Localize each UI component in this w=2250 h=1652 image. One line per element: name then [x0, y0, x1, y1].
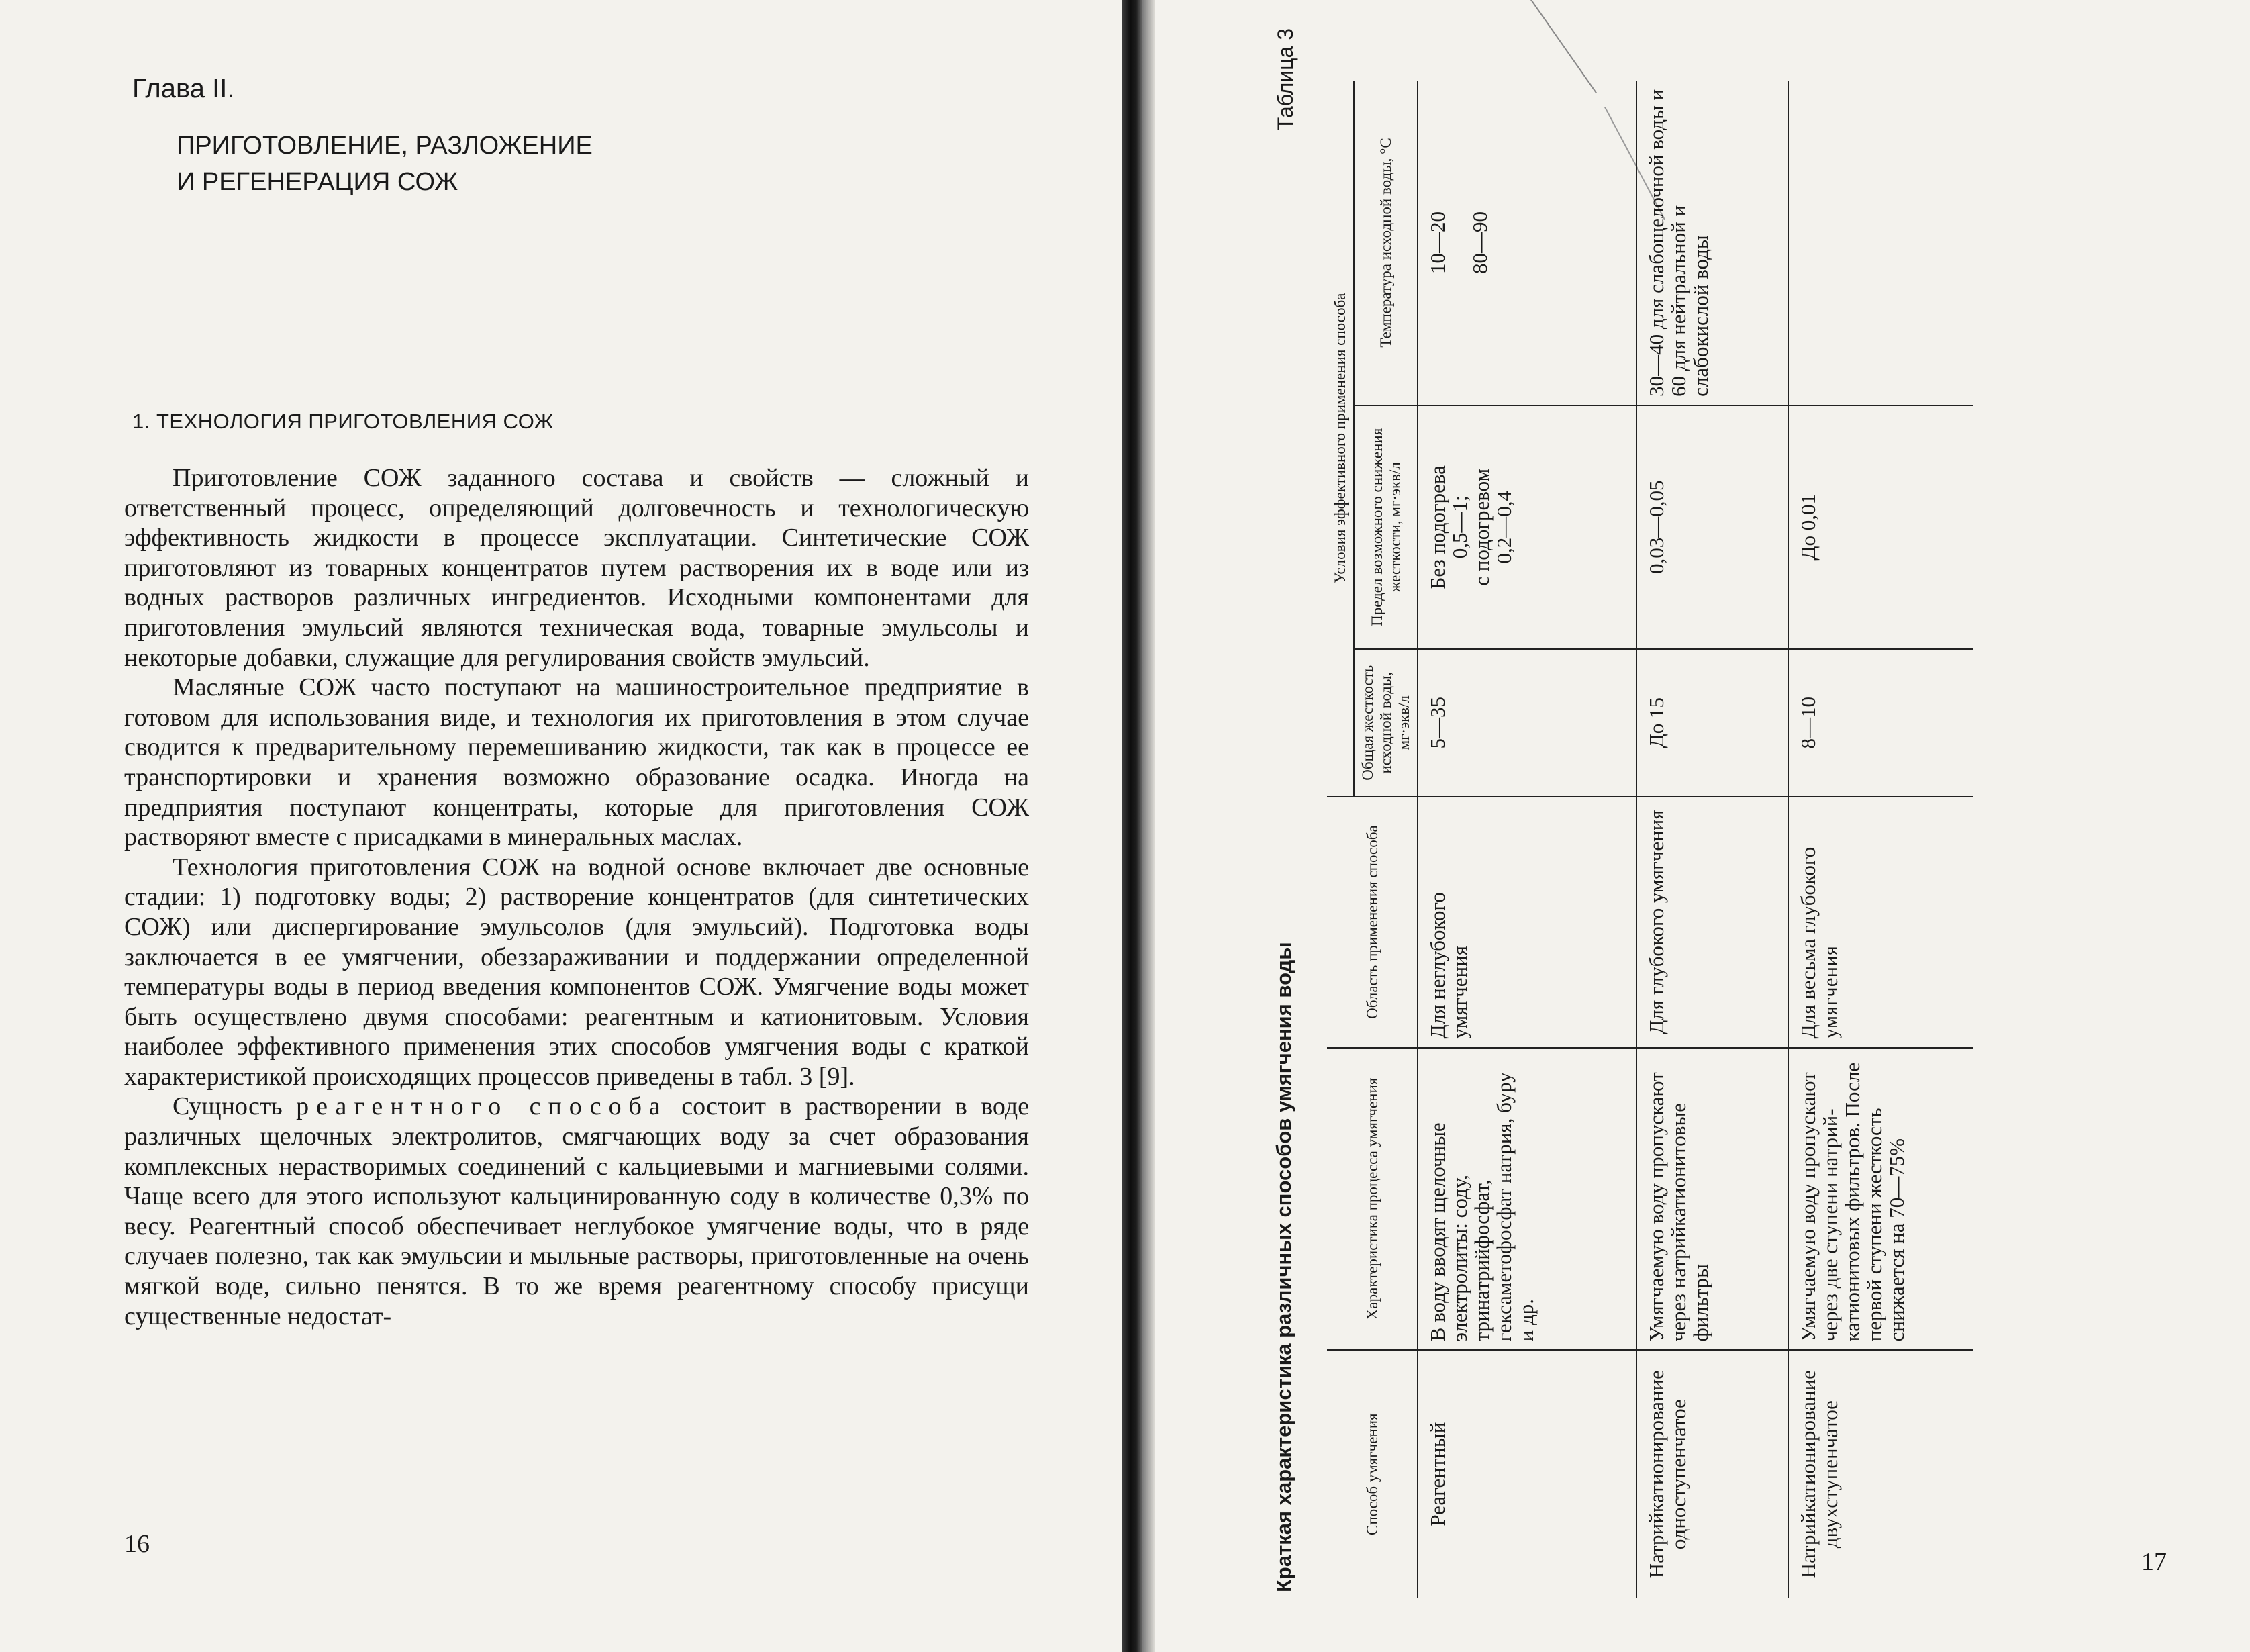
paragraph-4-rest: состоит в растворении в воде различных щелочных электролитов, смягчающих воду за счет образования комплексных нерастворимых соединений с кальциевыми и магниевыми солями. Чаще всего для этого используют кальцинированную соду в количестве 0,3% по весу. Реагентный способ обеспечивает неглубокое умягчение воды, что в ряде случаев полезно, так как эмульсии и мыльные растворы, приготовленные на очень мягкой воде, сильно пенятся. В то же время реагентному способу присущи существенные недостат- — [124, 1092, 1030, 1330]
cell-limit: До 0,01 — [1788, 405, 1973, 649]
cell-process: Умягчаемую воду пропускают через две ступени натрий-катионитовых фильтров. После первой ступени жесткость снижается на 70—75% — [1788, 1048, 1973, 1351]
header-hardness: Общая жесткость исходной воды, мг·экв/л — [1354, 649, 1418, 797]
paragraph-4-start: Сущность — [173, 1092, 283, 1121]
cell-hardness: 5—35 — [1418, 649, 1636, 797]
chapter-title-line-2: И РЕГЕНЕРАЦИЯ СОЖ — [177, 168, 458, 196]
cell-limit-line: Без подогрева — [1426, 465, 1449, 589]
cell-limit-line: 0,5—1; — [1448, 495, 1471, 559]
chapter-label: Глава II. — [132, 74, 235, 103]
cell-scope: Для весьма глубокого умягчения — [1788, 797, 1973, 1048]
cell-temperature — [1418, 81, 1636, 405]
book-spine — [1122, 0, 1142, 1652]
header-temperature: Температура исходной воды, °С — [1354, 81, 1418, 405]
table-row — [1788, 81, 1973, 1598]
table-row — [1418, 81, 1636, 1598]
cell-limit-line: с подогревом — [1470, 468, 1494, 586]
cell-process: Умягчаемую воду пропускают через натрийкатионитовые фильтры — [1636, 1048, 1788, 1351]
cell-method: Натрийкатионирование двухступенчатое — [1788, 1350, 1973, 1598]
cell-process: В воду вводят щелочные электролиты: соду, тринатрийфосфат, гексаметофосфат натрия, буру и др. — [1418, 1048, 1636, 1351]
book-spine-fold — [1142, 0, 1155, 1652]
cell-temperature-line: 10—20 — [1426, 211, 1449, 274]
paragraph-1: Приготовление СОЖ заданного состава и свойств — сложный и ответственный процесс, определяющий долговечность и технологическую эффективность жидкости в процессе эксплуатации. Синтетические СОЖ приготовляют из товарных концентратов путем растворения их в воде или из водных растворов различных ингредиентов. Исходными компонентами для приготовления эмульсий являются техническая вода, товарные эмульсолы и некоторые добавки, служащие для регулирования свойств эмульсий. — [124, 464, 1029, 672]
cell-method: Реагентный — [1418, 1350, 1636, 1598]
table-label: Таблица 3 — [1273, 28, 1298, 131]
paragraph-2: Масляные СОЖ часто поступают на машиностроительное предприятие в готовом для использования виде, и технология их приготовления в этом случае сводится к предварительному перемешиванию жидкости, так как в процессе ее транспортировки и хранения возможно образование осадка. Иногда на предприятия поступают концентраты, которые для приготовления СОЖ растворяют вместе с присадками в минеральных маслах. — [124, 673, 1029, 852]
page-number-right: 17 — [2141, 1548, 2167, 1576]
rotated-table-block — [1272, 20, 2250, 1598]
chapter-title-line-1: ПРИГОТОВЛЕНИЕ, РАЗЛОЖЕНИЕ — [177, 132, 593, 160]
cell-method: Натрийкатионирование одноступенчатое — [1636, 1350, 1788, 1598]
body-text — [124, 463, 1029, 1331]
cell-scope: Для глубокого умягчения — [1636, 797, 1788, 1048]
cell-temperature — [1788, 81, 1973, 405]
header-conditions: Условия эффективного применения способа — [1327, 81, 1354, 797]
paragraph-4-emphasis: реагентного способа — [296, 1092, 668, 1121]
table-caption: Краткая характеристика различных способов умягчения воды — [1272, 942, 1295, 1592]
header-method: Способ умягчения — [1327, 1350, 1418, 1598]
page-number-left: 16 — [124, 1530, 150, 1558]
chapter-title — [177, 128, 593, 200]
header-scope: Область применения способа — [1327, 797, 1418, 1048]
cell-limit-line: 0,2—0,4 — [1492, 491, 1516, 564]
cell-scope: Для неглубокого умягчения — [1418, 797, 1636, 1048]
paragraph-3: Технология приготовления СОЖ на водной основе включает две основные стадии: 1) подготовку воды; 2) растворение концентратов (для синтетических СОЖ) или диспергирование эмульсолов (для эмульсий). Подготовка воды заключается в ее умягчении, обеззараживании и поддержании определенной температуры воды в период введения компонентов СОЖ. Умягчение воды может быть осуществлено двумя способами: реагентным и катионитовым. Условия наиболее эффективного применения этих способов умягчения воды с краткой характеристикой происходящих процессов приведены в табл. 3 [9]. — [124, 853, 1029, 1091]
header-process: Характеристика процесса умягчения — [1327, 1048, 1418, 1351]
paragraph-4 — [124, 1091, 1029, 1331]
cell-hardness: 8—10 — [1788, 649, 1973, 797]
cell-limit: 0,03—0,05 — [1636, 405, 1788, 649]
cell-temperature: 30—40 для слабощелочной воды и 60 для нейтральной и слабокислой воды — [1636, 81, 1788, 405]
table-row — [1636, 81, 1788, 1598]
cell-hardness: До 15 — [1636, 649, 1788, 797]
section-title: 1. ТЕХНОЛОГИЯ ПРИГОТОВЛЕНИЯ СОЖ — [132, 409, 554, 433]
cell-limit — [1418, 405, 1636, 649]
softening-table — [1327, 81, 1973, 1598]
header-limit: Предел возможного снижения жесткости, мг·экв/л — [1354, 405, 1418, 649]
cell-temperature-line: 80—90 — [1468, 211, 1491, 274]
